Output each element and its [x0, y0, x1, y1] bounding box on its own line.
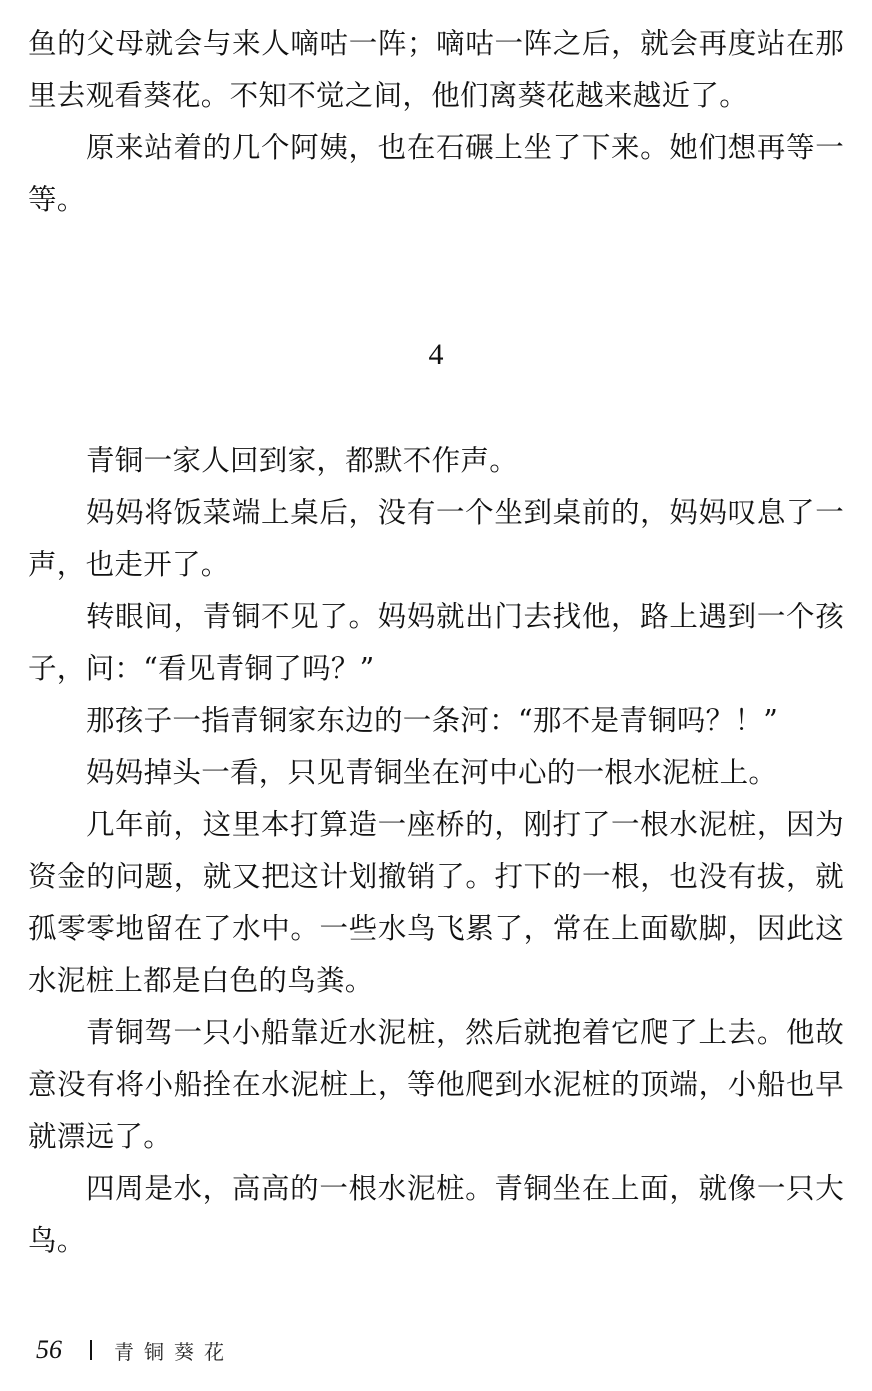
page-number: 56 — [36, 1335, 62, 1364]
page-footer — [36, 1330, 234, 1370]
section-number: 4 — [428, 338, 444, 371]
paragraph: 妈妈掉头一看，只见青铜坐在河中心的一根水泥桩上。 — [86, 756, 778, 789]
paragraph: 四周是水，高高的一根水泥桩。青铜坐在上面，就像一只大鸟。 — [28, 1172, 844, 1257]
paragraph: 鱼的父母就会与来人嘀咕一阵；嘀咕一阵之后，就会再度站在那里去观看葵花。不知不觉之间，他们离葵花越来越近了。 — [28, 27, 844, 112]
paragraph: 妈妈将饭菜端上桌后，没有一个坐到桌前的，妈妈叹息了一声，也走开了。 — [28, 496, 844, 581]
paragraph: 青铜驾一只小船靠近水泥桩，然后就抱着它爬了上去。他故意没有将小船拴在水泥桩上，等他爬到水泥桩的顶端，小船也早就漂远了。 — [28, 1016, 844, 1153]
paragraph: 原来站着的几个阿姨，也在石碾上坐了下来。她们想再等一等。 — [28, 131, 844, 216]
paragraph: 转眼间，青铜不见了。妈妈就出门去找他，路上遇到一个孩子，问：“看见青铜了吗？” — [28, 600, 844, 685]
paragraph: 那孩子一指青铜家东边的一条河：“那不是青铜吗？！” — [86, 704, 779, 737]
book-title: 青铜葵花 — [114, 1339, 234, 1364]
paragraph: 几年前，这里本打算造一座桥的，刚打了一根水泥桩，因为资金的问题，就又把这计划撤销了。打下的一根，也没有拔，就孤零零地留在了水中。一些水鸟飞累了，常在上面歇脚，因此这水泥桩上都是白色的鸟粪。 — [28, 808, 844, 997]
main-text-block — [28, 435, 844, 1267]
paragraph: 青铜一家人回到家，都默不作声。 — [86, 444, 519, 477]
top-text-block — [28, 18, 844, 226]
footer-divider — [90, 1340, 92, 1360]
